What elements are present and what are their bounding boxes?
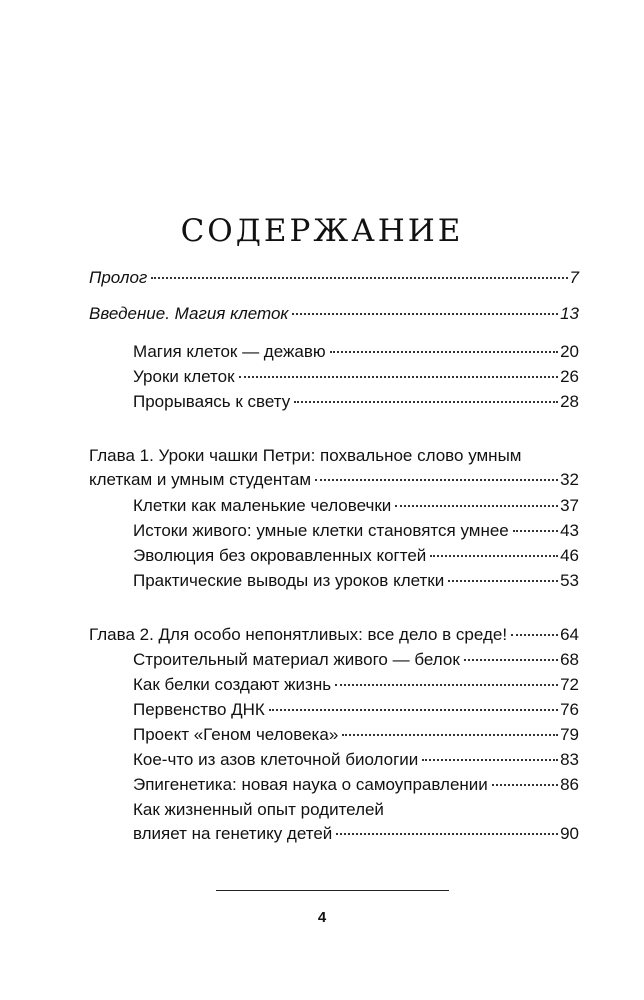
toc-entry-page: 68 bbox=[560, 650, 579, 669]
toc-entry-title: влияет на генетику детей bbox=[133, 824, 333, 843]
toc-entry-introduction[interactable] bbox=[89, 302, 579, 326]
toc-entry-title: Уроки клеток bbox=[133, 367, 235, 386]
toc-entry-title: Эпигенетика: новая наука о самоуправлении bbox=[133, 775, 488, 794]
dot-leader bbox=[448, 580, 558, 582]
toc-entry-title: Эволюция без окровавленных когтей bbox=[133, 546, 427, 565]
toc-entry-title: Проект «Геном человека» bbox=[133, 725, 339, 744]
dot-leader bbox=[464, 659, 558, 661]
dot-leader bbox=[269, 709, 558, 711]
toc-entry-page: 46 bbox=[560, 546, 579, 565]
footer-divider bbox=[216, 890, 449, 891]
dot-leader bbox=[342, 734, 558, 736]
toc-entry-page: 90 bbox=[560, 824, 579, 843]
toc-subentry[interactable] bbox=[133, 723, 579, 747]
dot-leader bbox=[492, 784, 558, 786]
table-of-contents bbox=[89, 266, 579, 846]
page-number: 4 bbox=[317, 909, 327, 926]
toc-subentry[interactable] bbox=[133, 365, 579, 389]
dot-leader bbox=[336, 833, 558, 835]
toc-entry-page: 43 bbox=[560, 521, 579, 540]
toc-subentry[interactable] bbox=[133, 494, 579, 518]
toc-subentry[interactable] bbox=[133, 748, 579, 772]
dot-leader bbox=[335, 684, 558, 686]
toc-subentry[interactable] bbox=[133, 773, 579, 797]
toc-entry-title: Истоки живого: умные клетки становятся умнее bbox=[133, 521, 509, 540]
toc-entry-page: 64 bbox=[560, 625, 579, 644]
toc-subentry[interactable] bbox=[133, 569, 579, 593]
toc-entry-page: 26 bbox=[560, 367, 579, 386]
toc-entry-page: 7 bbox=[569, 268, 579, 287]
toc-entry-title: Прорываясь к свету bbox=[133, 392, 291, 411]
toc-entry-title-line1: Как жизненный опыт родителей bbox=[133, 800, 384, 819]
toc-entry-chapter-2[interactable] bbox=[89, 623, 579, 647]
dot-leader bbox=[422, 759, 558, 761]
dot-leader bbox=[513, 530, 558, 532]
toc-entry-page: 37 bbox=[560, 496, 579, 515]
dot-leader bbox=[430, 555, 558, 557]
toc-subentry[interactable] bbox=[133, 798, 579, 846]
dot-leader bbox=[151, 277, 567, 279]
toc-entry-prologue[interactable] bbox=[89, 266, 579, 290]
dot-leader bbox=[239, 376, 559, 378]
toc-subentry[interactable] bbox=[133, 673, 579, 697]
toc-entry-title: Первенство ДНК bbox=[133, 700, 265, 719]
toc-entry-page: 86 bbox=[560, 775, 579, 794]
dot-leader bbox=[315, 479, 558, 481]
toc-subentry[interactable] bbox=[133, 390, 579, 414]
toc-entry-title: Как белки создают жизнь bbox=[133, 675, 332, 694]
toc-subentry[interactable] bbox=[133, 648, 579, 672]
toc-entry-title: Строительный материал живого — белок bbox=[133, 650, 460, 669]
dot-leader bbox=[294, 401, 558, 403]
toc-entry-page: 72 bbox=[560, 675, 579, 694]
toc-entry-chapter-1[interactable] bbox=[89, 444, 579, 492]
toc-entry-page: 13 bbox=[560, 304, 579, 323]
dot-leader bbox=[330, 351, 558, 353]
toc-entry-title-line1: Глава 1. Уроки чашки Петри: похвальное слово умным bbox=[89, 446, 522, 465]
toc-entry-page: 53 bbox=[560, 571, 579, 590]
toc-entry-page: 79 bbox=[560, 725, 579, 744]
toc-entry-page: 83 bbox=[560, 750, 579, 769]
toc-entry-title: Введение. Магия клеток bbox=[89, 304, 289, 323]
toc-entry-title: Магия клеток — дежавю bbox=[133, 342, 326, 361]
toc-entry-page: 28 bbox=[560, 392, 579, 411]
dot-leader bbox=[395, 505, 558, 507]
toc-entry-page: 76 bbox=[560, 700, 579, 719]
dot-leader bbox=[292, 313, 558, 315]
toc-entry-title: Кое-что из азов клеточной биологии bbox=[133, 750, 419, 769]
toc-subentry[interactable] bbox=[133, 340, 579, 364]
toc-subentry[interactable] bbox=[133, 519, 579, 543]
dot-leader bbox=[511, 634, 558, 636]
toc-subentry[interactable] bbox=[133, 544, 579, 568]
page-title: СОДЕРЖАНИЕ bbox=[180, 212, 464, 249]
toc-entry-page: 32 bbox=[560, 470, 579, 489]
toc-entry-title: Практические выводы из уроков клетки bbox=[133, 571, 445, 590]
toc-entry-title: Клетки как маленькие человечки bbox=[133, 496, 392, 515]
toc-entry-title: Глава 2. Для особо непонятливых: все дело в среде! bbox=[89, 625, 508, 644]
toc-entry-title: клеткам и умным студентам bbox=[89, 470, 312, 489]
toc-entry-page: 20 bbox=[560, 342, 579, 361]
toc-entry-title: Пролог bbox=[89, 268, 148, 287]
toc-subentry[interactable] bbox=[133, 698, 579, 722]
